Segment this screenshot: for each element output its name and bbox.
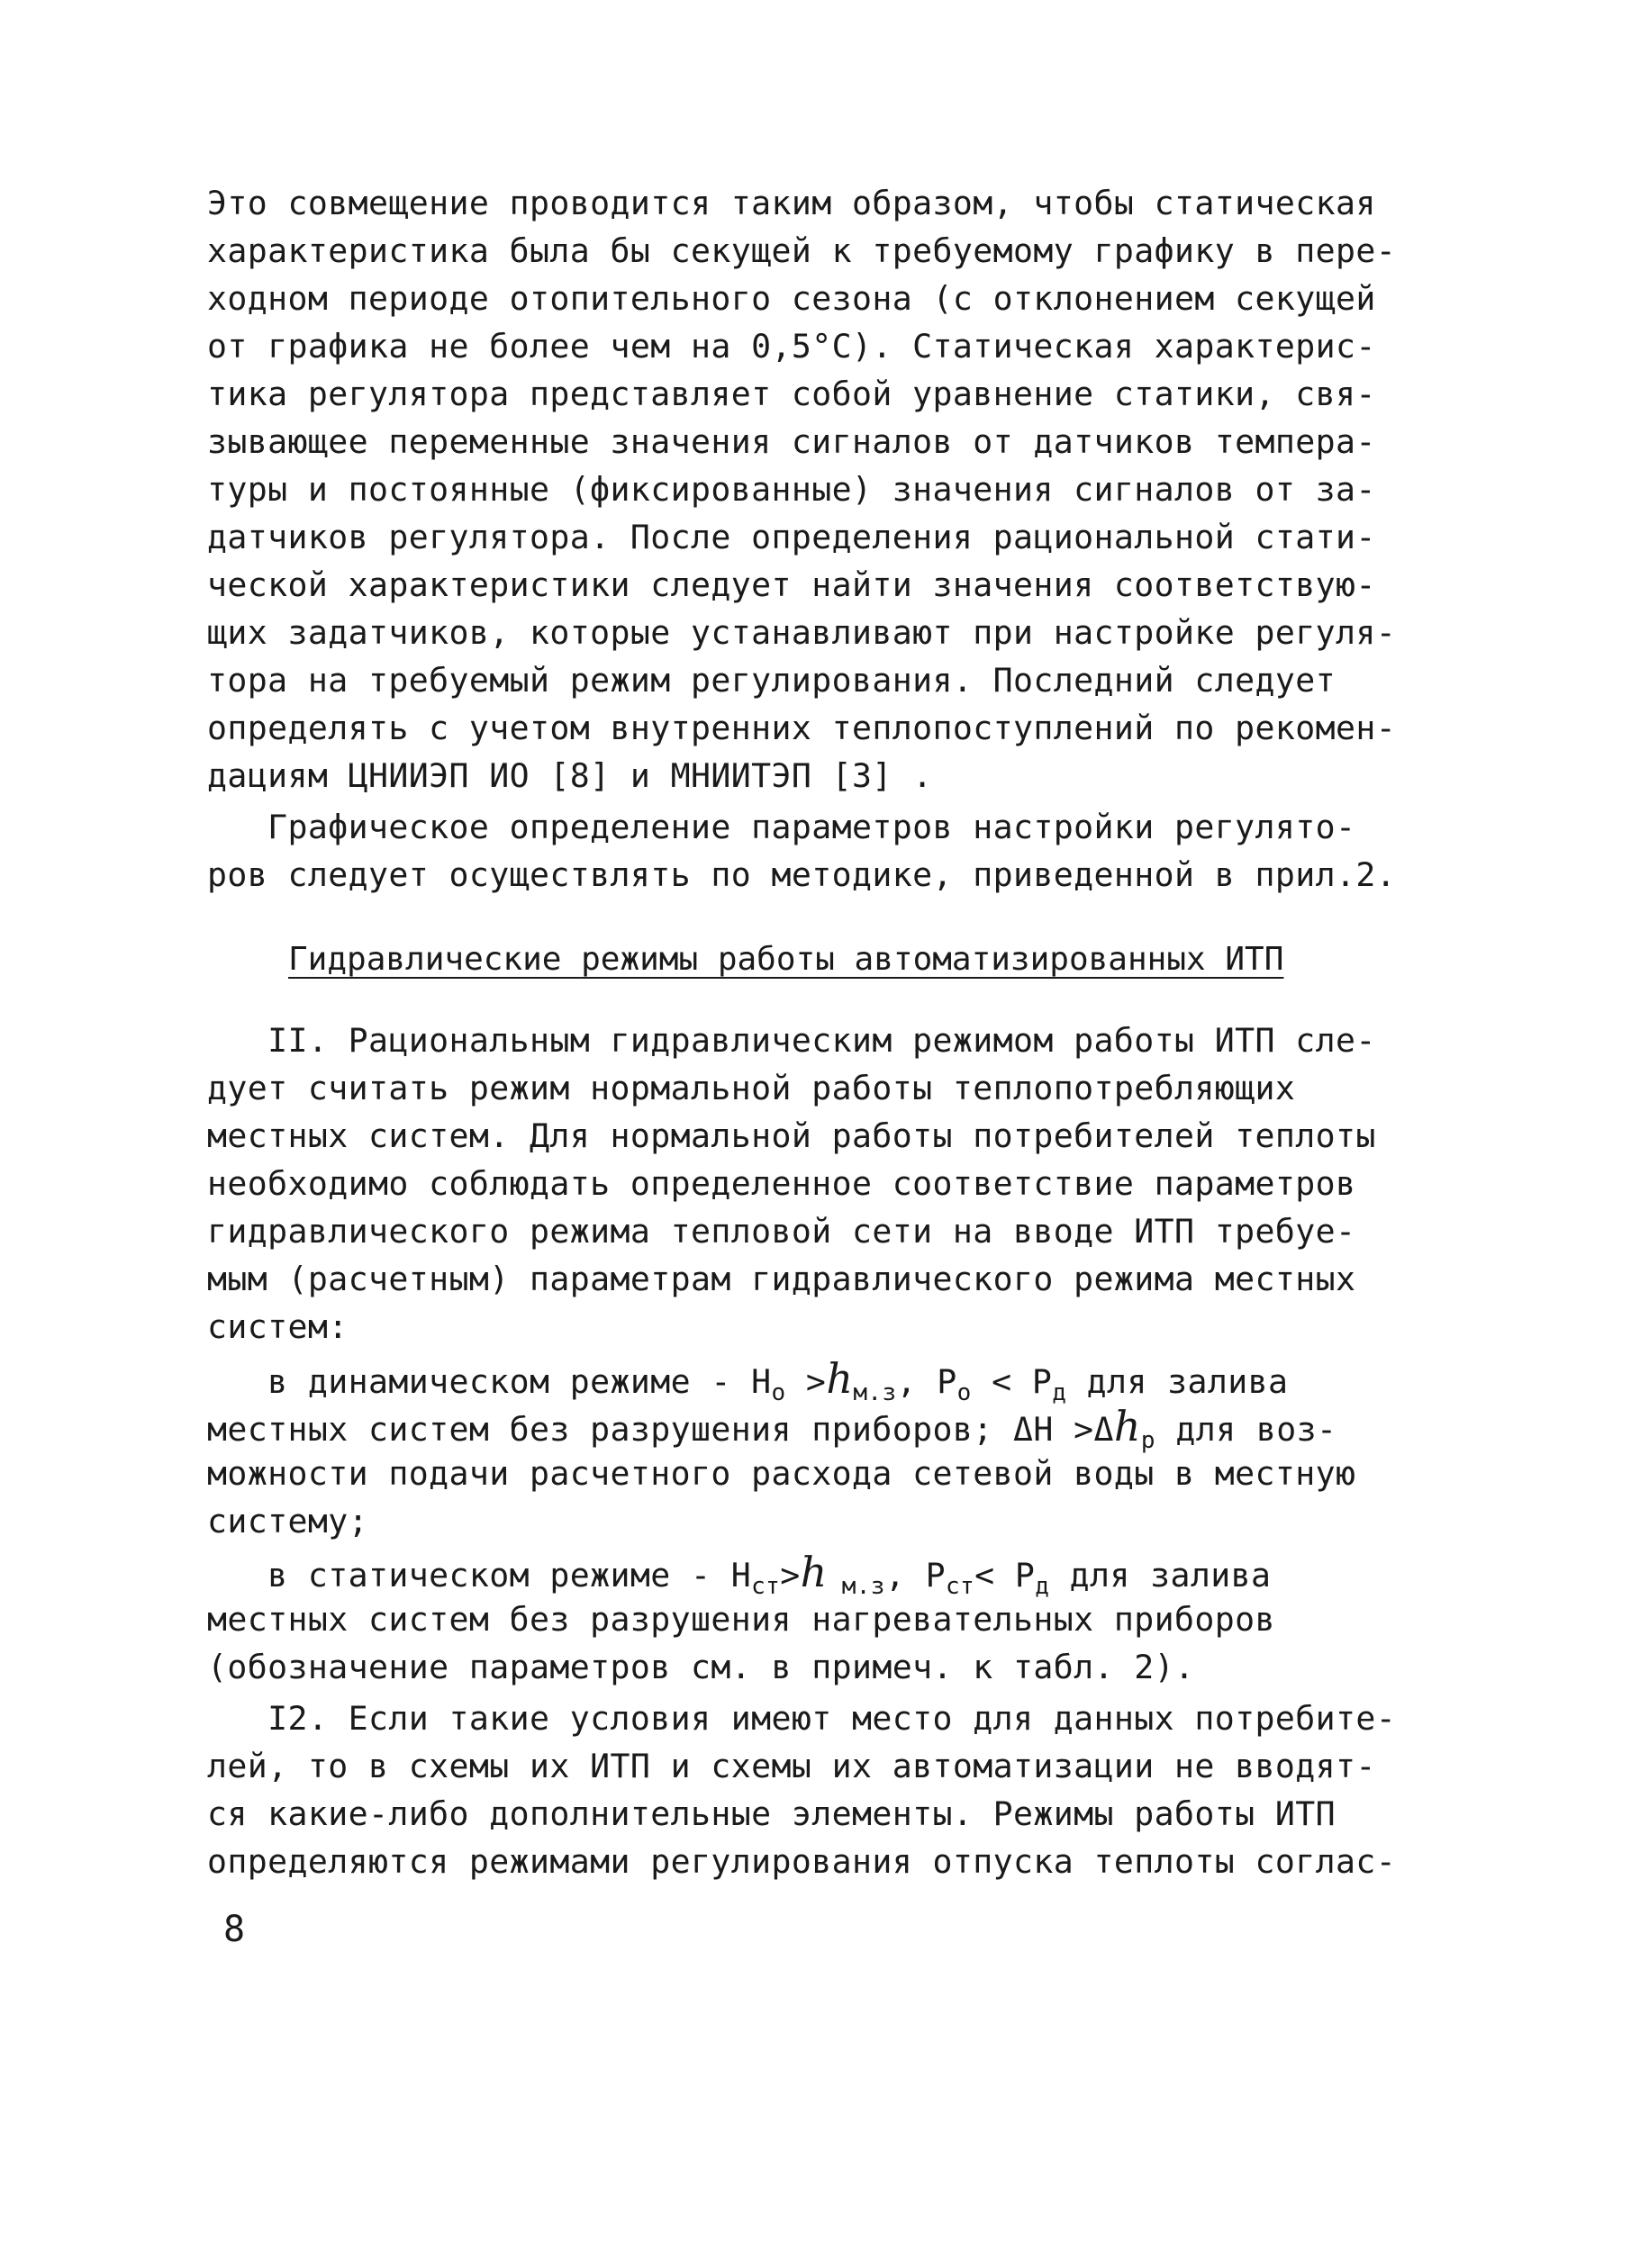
- text-line: лей, то в схемы их ИТП и схемы их автоматизации не вводят-: [207, 1747, 1376, 1785]
- text-line: местных систем. Для нормальной работы потребителей теплоты: [207, 1116, 1376, 1155]
- text-line: (обозначение параметров см. в примеч. к табл. 2).: [207, 1648, 1195, 1686]
- text-line: определяются режимами регулирования отпуска теплоты соглас-: [207, 1842, 1397, 1881]
- text-line: гидравлического режима тепловой сети на вводе ИТП требуе-: [207, 1212, 1356, 1251]
- text-line: ходном периоде отопительного сезона (с отклонением секущей: [207, 279, 1376, 318]
- text-line: Это совмещение проводится таким образом, чтобы статическая: [207, 184, 1376, 222]
- text-line: мым (расчетным) параметрам гидравлического режима местных: [207, 1260, 1356, 1298]
- text-line: II. Рациональным гидравлическим режимом работы ИТП сле-: [207, 1021, 1376, 1060]
- text-line: от графика не более чем на 0,5°С). Статическая характерис-: [207, 327, 1376, 366]
- text-line: ров следует осуществлять по методике, приведенной в прил.2.: [207, 855, 1397, 894]
- text-line: I2. Если такие условия имеют место для данных потребите-: [207, 1699, 1397, 1738]
- text-line: ся какие-либо дополнительные элементы. Режимы работы ИТП: [207, 1794, 1336, 1833]
- text-line: местных систем без разрушения нагревательных приборов: [207, 1600, 1275, 1639]
- text-line: систем:: [207, 1307, 349, 1346]
- text-line: дует считать режим нормальной работы теплопотребляющих: [207, 1069, 1296, 1107]
- text-line: зывающее переменные значения сигналов от датчиков темпера-: [207, 422, 1376, 461]
- text-line: систему;: [207, 1502, 368, 1541]
- text-line: необходимо соблюдать определенное соответствие параметров: [207, 1164, 1356, 1203]
- text-line: туры и постоянные (фиксированные) значения сигналов от за-: [207, 470, 1376, 509]
- text-line: тика регулятора представляет собой уравнение статики, свя-: [207, 375, 1376, 413]
- formula-line-static: в статическом режиме - $H_{ст}>h$ $_{м.з}$, $P_{ст}< P_д$ для залива: [207, 1548, 1272, 1600]
- text-line: щих задатчиков, которые устанавливают при настройке регуля-: [207, 613, 1397, 652]
- text-line: определять с учетом внутренних теплопоступлений по рекомен-: [207, 709, 1397, 747]
- text-line: дациям ЦНИИЭП ИО [8] и МНИИТЭП [3] .: [207, 756, 933, 795]
- text-line: характеристика была бы секущей к требуемому графику в пере-: [207, 231, 1397, 270]
- text-line: ческой характеристики следует найти значения соответствую-: [207, 565, 1376, 604]
- section-heading: Гидравлические режимы работы автоматизированных ИТП: [288, 941, 1284, 978]
- text-line: тора на требуемый режим регулирования. Последний следует: [207, 661, 1336, 700]
- formula-line-dynamic: в динамическом режиме - $H_о >h_{м.з}$, $P_о < P_д$ для залива: [207, 1354, 1289, 1406]
- text-line: датчиков регулятора. После определения рациональной стати-: [207, 518, 1376, 556]
- page-number: 8: [223, 1909, 246, 1950]
- text-line: можности подачи расчетного расхода сетевой воды в местную: [207, 1454, 1356, 1493]
- text-line: Графическое определение параметров настройки регулято-: [207, 808, 1356, 846]
- formula-line-dynamic: местных систем без разрушения приборов; $\Delta H >\Delta h_р$ для воз-: [207, 1402, 1337, 1454]
